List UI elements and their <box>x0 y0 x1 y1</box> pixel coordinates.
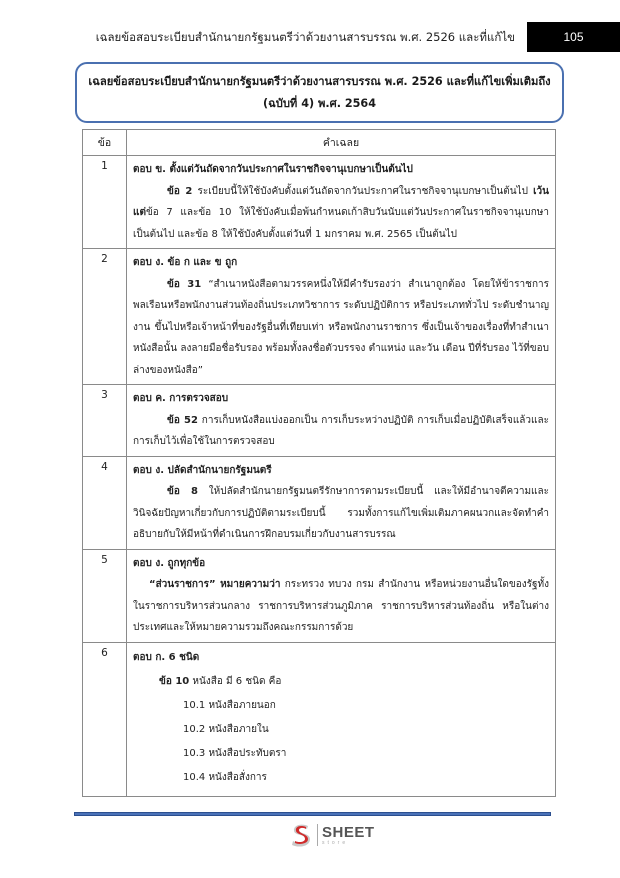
explanation <box>133 181 549 246</box>
row-answer-cell <box>127 456 556 549</box>
title-line-2: (ฉบับที่ 4) พ.ศ. 2564 <box>262 97 376 110</box>
table-row <box>83 385 556 457</box>
explanation-text: กระทรวง ทบวง กรม สำนักงาน หรือหน่วยงานอื่นใดของรัฐทั้งในราชการบริหารส่วนกลาง ราชการบริหารส่วนภูมิภาค ราชการบริหารส่วนท้องถิ่น หรือในต่างประเทศและให้หมายความรวมถึงคณะกรรมการด้วย <box>133 579 549 633</box>
explanation <box>133 274 549 382</box>
title-line-1: เฉลยข้อสอบระเบียบสำนักนายกรัฐมนตรีว่าด้วยงานสารบรรณ พ.ศ. 2526 และที่แก้ไขเพิ่มเติมถึง <box>88 75 551 88</box>
row-number: 5 <box>83 549 127 642</box>
reference-label: ข้อ 2 <box>167 185 193 197</box>
row-number: 2 <box>83 249 127 385</box>
logo-separator <box>317 824 318 846</box>
logo-subtext: store <box>322 839 349 846</box>
column-header-number: ข้อ <box>83 130 127 156</box>
reference-label: ข้อ 31 <box>167 278 202 290</box>
reference-label: “ส่วนราชการ” หมายความว่า <box>149 579 281 590</box>
answer-line: ตอบ ง. ปลัดสำนักนายกรัฐมนตรี <box>133 464 272 476</box>
row-answer-cell <box>127 642 556 796</box>
answer-table <box>82 129 556 797</box>
reference-label: ข้อ 10 <box>159 675 190 687</box>
table-row <box>83 642 556 796</box>
answer-line: ตอบ ค. การตรวจสอบ <box>133 393 229 404</box>
table-header-row <box>83 130 556 156</box>
table-row <box>83 156 556 249</box>
title-box <box>75 62 564 123</box>
row-answer-cell <box>127 156 556 249</box>
row-number: 3 <box>83 385 127 457</box>
explanation-text: ให้ปลัดสำนักนายกรัฐมนตรีรักษาการตามระเบียบนี้ และให้มีอำนาจตีความและวินิจฉัยปัญหาเกี่ยวกับการปฏิบัติตามระเบียบนี้ รวมทั้งการแก้ไขเพิ่มเติมภาคผนวกและจัดทำคำอธิบายกับให้มีหน้าที่ดำเนินการฝึกอบรมเกี่ยวกับงานสารบรรณ <box>133 486 550 540</box>
row-number: 4 <box>83 456 127 549</box>
footer-divider <box>74 812 551 816</box>
explanation-text: “สำเนาหนังสือตามวรรคหนึ่งให้มีคำรับรองว่า สำเนาถูกต้อง โดยให้ข้าราชการพลเรือนหรือพนักงานส่วนท้องถิ่นประเภทวิชาการ ระดับปฏิบัติการ หรือประเภททั่วไป ระดับชำนาญงาน ขึ้นไปหรือเจ้าหน้าที่ของรัฐอื่นที่เทียบเท่า หรือพนักงานราชการ ซึ่งเป็นเจ้าของเรื่องที่ทำสำเนาหนังสือนั้น ลงลายมือชื่อรับรอง พร้อมทั้งลงชื่อตัวบรรจง ตำแหน่ง และวัน เดือน ปีที่รับรอง ไว้ที่ขอบล่างของหนังสือ” <box>133 278 549 376</box>
list-item: 10.2 หนังสือภายใน <box>183 723 269 735</box>
row-answer-cell <box>127 249 556 385</box>
running-header-title: เฉลยข้อสอบระเบียบสำนักนายกรัฐมนตรีว่าด้วยงานสารบรรณ พ.ศ. 2526 และที่แก้ไข <box>95 30 515 44</box>
column-header-answer: คำเฉลย <box>127 130 556 156</box>
list-item: 10.3 หนังสือประทับตรา <box>183 747 287 759</box>
row-number: 6 <box>83 642 127 796</box>
sheet-store-logo <box>288 822 375 848</box>
explanation <box>133 670 549 694</box>
explanation <box>133 481 549 546</box>
page-number: 105 <box>527 22 620 52</box>
answer-line: ตอบ ก. 6 ชนิด <box>133 651 200 663</box>
reference-label: ข้อ 52 <box>167 414 198 426</box>
row-answer-cell <box>127 385 556 457</box>
explanation-text: หนังสือ มี 6 ชนิด คือ <box>189 675 282 687</box>
list-item: 10.4 หนังสือสั่งการ <box>183 771 267 783</box>
row-answer-cell <box>127 549 556 642</box>
list-item: 10.1 หนังสือภายนอก <box>183 699 276 711</box>
explanation-text: การเก็บหนังสือแบ่งออกเป็น การเก็บระหว่างปฏิบัติ การเก็บเมื่อปฏิบัติเสร็จแล้วและการเก็บไว้เพื่อใช้ในการตรวจสอบ <box>133 414 549 447</box>
answer-line: ตอบ ง. ถูกทุกข้อ <box>133 557 206 569</box>
reference-label: ข้อ 8 <box>167 486 198 497</box>
explanation <box>133 410 549 453</box>
table-row <box>83 456 556 549</box>
table-row <box>83 249 556 385</box>
answer-line: ตอบ ง. ข้อ ก และ ข ถูก <box>133 257 238 268</box>
table-row <box>83 549 556 642</box>
explanation-text: ระเบียบนี้ให้ใช้บังคับตั้งแต่วันถัดจากวันประกาศในราชกิจจานุเบกษาเป็นต้นไป <box>192 185 534 197</box>
explanation <box>133 574 549 639</box>
logo-wordmark: SHEET <box>322 823 375 841</box>
answer-line: ตอบ ข. ตั้งแต่วันถัดจากวันประกาศในราชกิจจานุเบกษาเป็นต้นไป <box>133 164 413 175</box>
row-number: 1 <box>83 156 127 249</box>
emphasis-text: เว้นแต่ <box>133 185 550 218</box>
sheet-s-logo-icon <box>288 822 314 848</box>
explanation-text-cont: ข้อ 7 และข้อ 10 ให้ใช้บังคับเมื่อพ้นกำหนดเก้าสิบวันนับแต่วันประกาศในราชกิจจานุเบกษาเป็นต้นไป และข้อ 8 ให้ใช้บังคับตั้งแต่วันที่ 1 มกราคม พ.ศ. 2565 เป็นต้นไป <box>133 207 549 240</box>
